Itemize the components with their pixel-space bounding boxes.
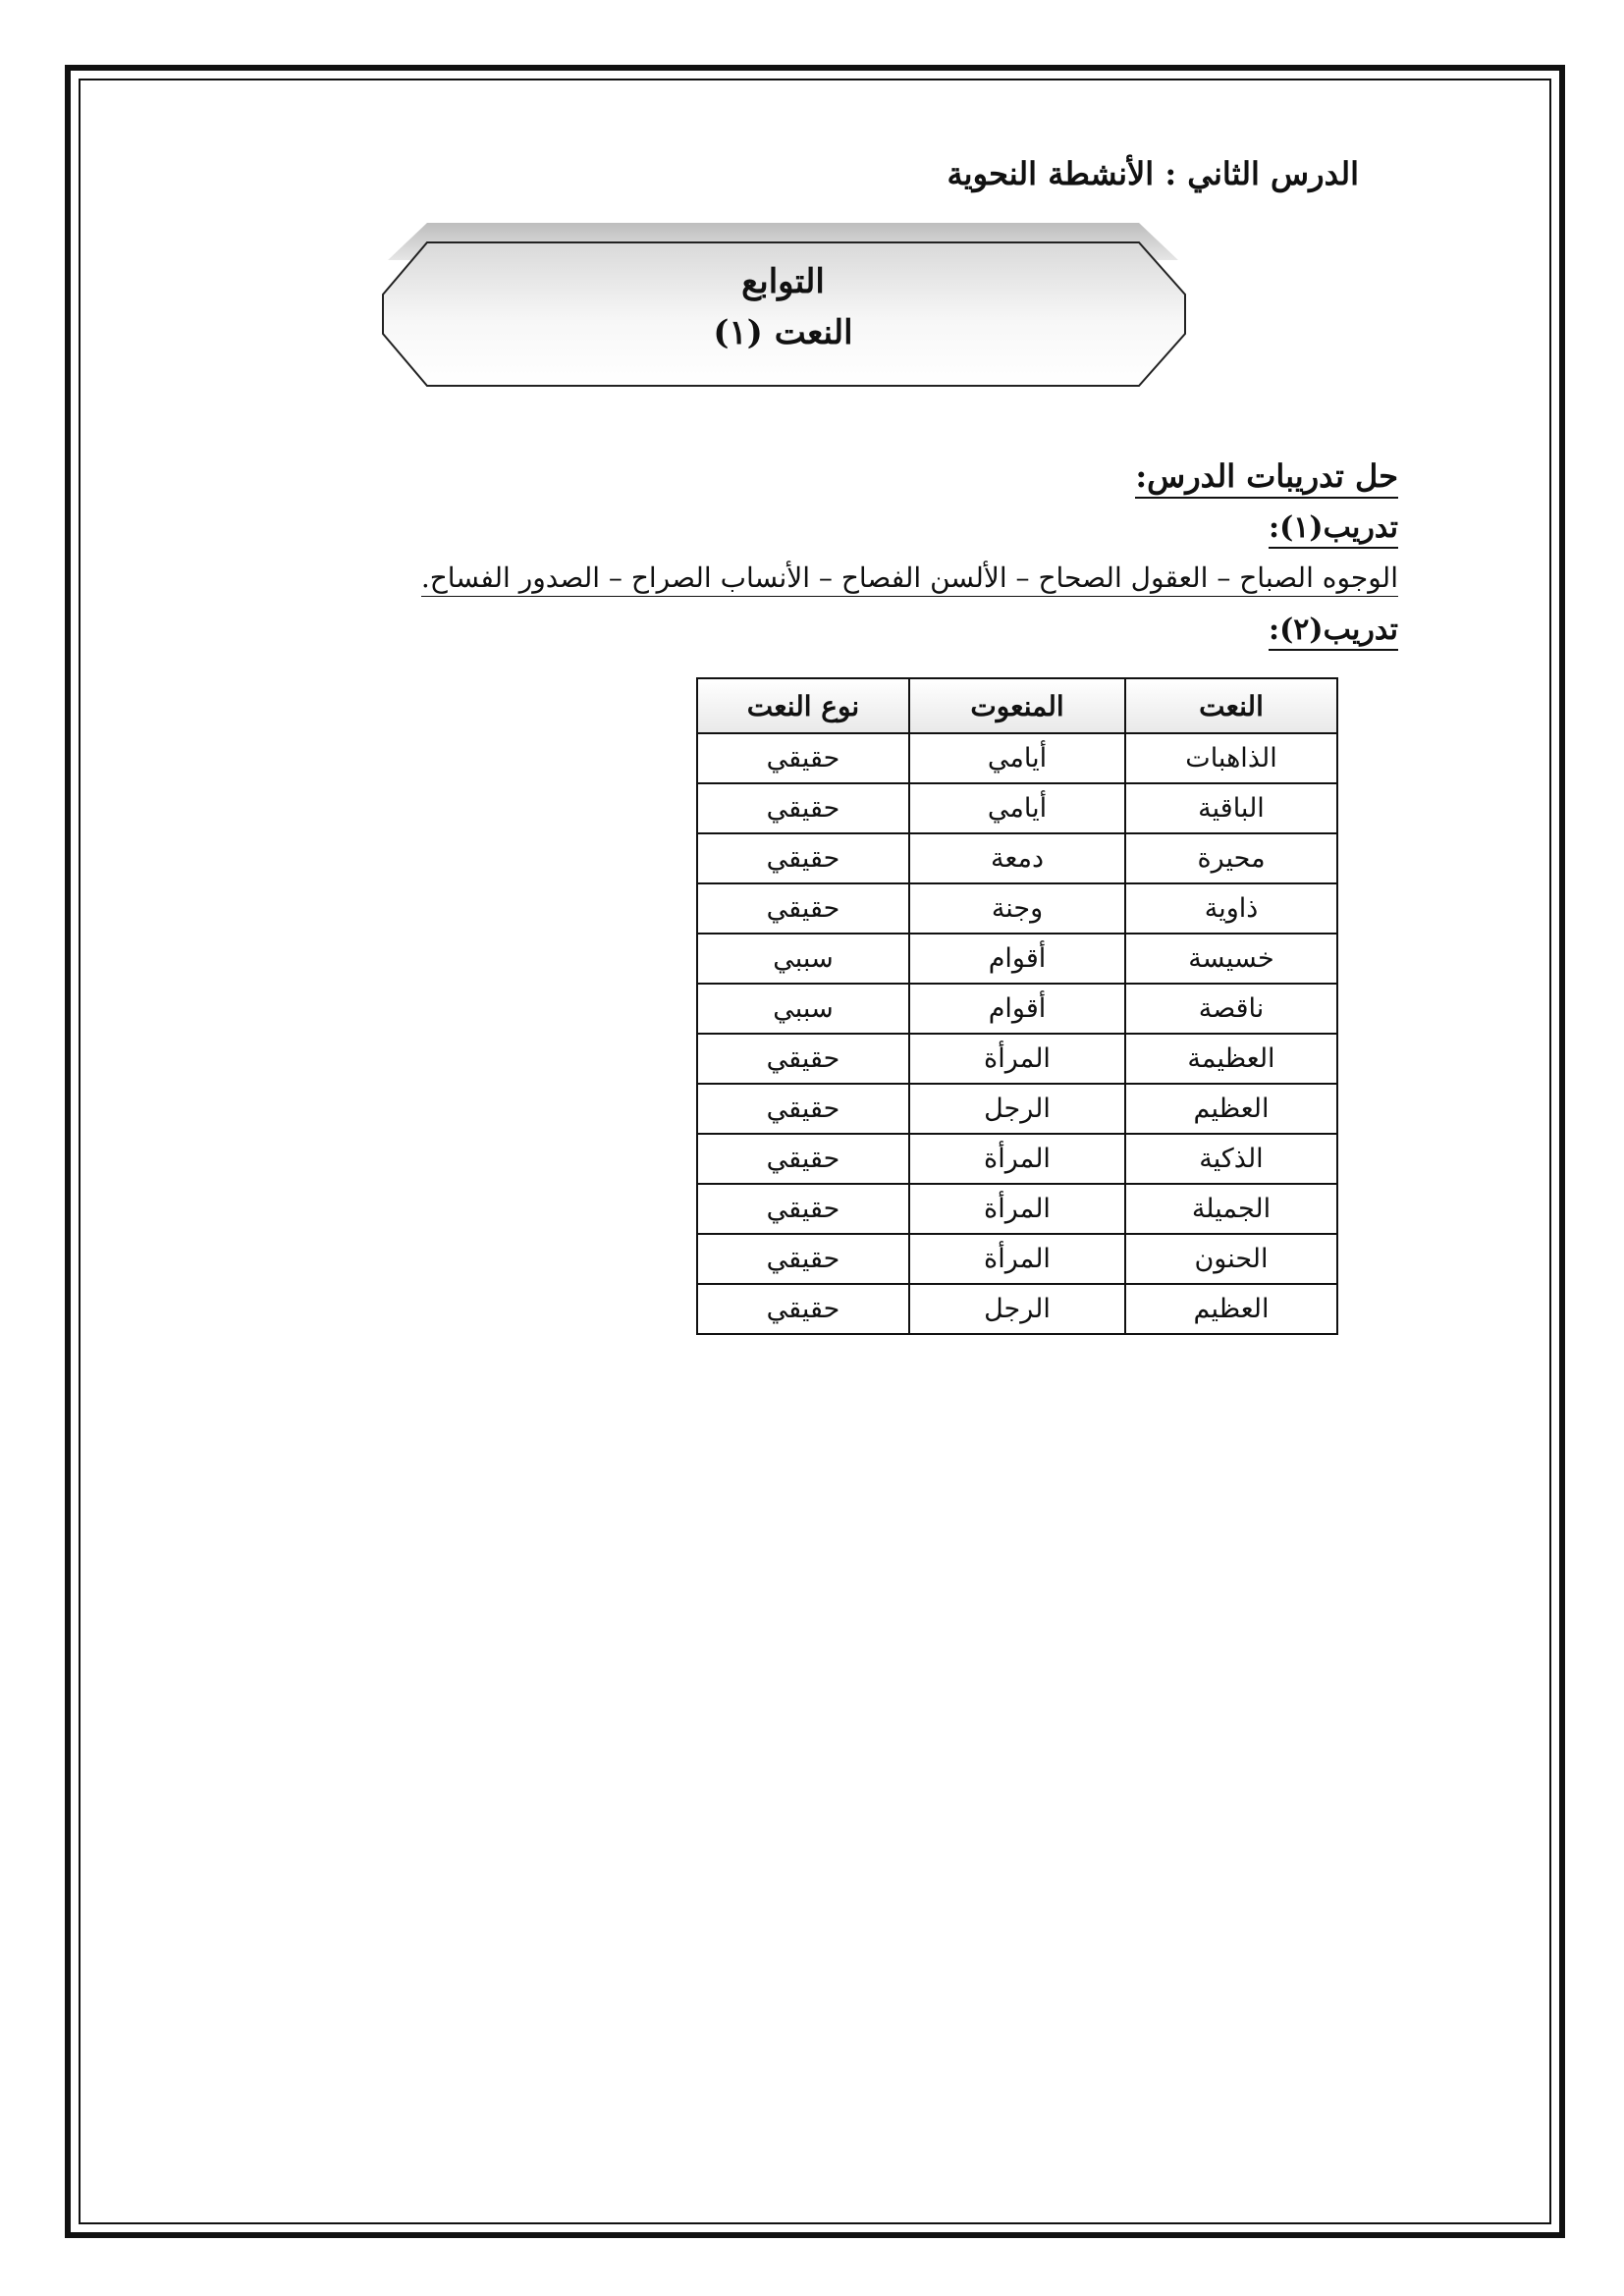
cell-man3ut: المرأة <box>909 1184 1125 1234</box>
title-banner-shape <box>378 221 1188 388</box>
cell-na3t: العظيم <box>1125 1284 1337 1334</box>
cell-man3ut: أقوام <box>909 984 1125 1034</box>
cell-man3ut: أيامي <box>909 783 1125 833</box>
table-row <box>697 934 1337 984</box>
cell-na3t: العظيم <box>1125 1084 1337 1134</box>
cell-type: حقيقي <box>697 1184 909 1234</box>
table-row <box>697 984 1337 1034</box>
cell-type: حقيقي <box>697 1234 909 1284</box>
cell-man3ut: أقوام <box>909 934 1125 984</box>
table-row <box>697 1234 1337 1284</box>
cell-na3t: العظيمة <box>1125 1034 1337 1084</box>
cell-type: حقيقي <box>697 1134 909 1184</box>
cell-man3ut: أيامي <box>909 733 1125 783</box>
table-row <box>697 833 1337 883</box>
cell-type: سببي <box>697 984 909 1034</box>
title-banner <box>378 221 1188 388</box>
table-row <box>697 1284 1337 1334</box>
cell-type: حقيقي <box>697 733 909 783</box>
table-row <box>697 1034 1337 1084</box>
cell-man3ut: المرأة <box>909 1034 1125 1084</box>
cell-man3ut: المرأة <box>909 1134 1125 1184</box>
table-row <box>697 783 1337 833</box>
cell-na3t: خسيسة <box>1125 934 1337 984</box>
cell-na3t: ناقصة <box>1125 984 1337 1034</box>
header-man3ut: المنعوت <box>909 678 1125 733</box>
exercise-2-table <box>698 677 1338 1335</box>
cell-na3t: الحنون <box>1125 1234 1337 1284</box>
table-row <box>697 883 1337 934</box>
exercise-1-answer: الوجوه الصباح – العقول الصحاح – الألسن الفصاح – الأنساب الصراح – الصدور الفساح. <box>421 561 1398 597</box>
cell-type: حقيقي <box>697 833 909 883</box>
table-header-row <box>697 678 1337 733</box>
solutions-heading: حل تدريبات الدرس: <box>1135 457 1398 499</box>
table-row <box>697 1134 1337 1184</box>
adjective-table <box>696 677 1338 1335</box>
exercise-1-label: تدريب(١): <box>1269 510 1398 549</box>
cell-man3ut: الرجل <box>909 1284 1125 1334</box>
table-row <box>697 733 1337 783</box>
cell-man3ut: الرجل <box>909 1084 1125 1134</box>
table-row <box>697 1184 1337 1234</box>
cell-na3t: الذكية <box>1125 1134 1337 1184</box>
cell-type: حقيقي <box>697 1034 909 1084</box>
cell-type: حقيقي <box>697 783 909 833</box>
cell-man3ut: وجنة <box>909 883 1125 934</box>
cell-type: حقيقي <box>697 883 909 934</box>
cell-na3t: الذاهبات <box>1125 733 1337 783</box>
cell-man3ut: المرأة <box>909 1234 1125 1284</box>
cell-type: حقيقي <box>697 1284 909 1334</box>
title-line-1: التوابع <box>741 262 825 301</box>
cell-na3t: ذاوية <box>1125 883 1337 934</box>
header-na3t: النعت <box>1125 678 1337 733</box>
cell-na3t: الجميلة <box>1125 1184 1337 1234</box>
cell-man3ut: دمعة <box>909 833 1125 883</box>
exercise-2-label: تدريب(٢): <box>1269 613 1398 651</box>
cell-na3t: الباقية <box>1125 783 1337 833</box>
lesson-title: الدرس الثاني : الأنشطة النحوية <box>947 155 1359 192</box>
cell-na3t: محيرة <box>1125 833 1337 883</box>
title-line-2: النعت (١) <box>713 313 853 352</box>
cell-type: سببي <box>697 934 909 984</box>
cell-type: حقيقي <box>697 1084 909 1134</box>
table-row <box>697 1084 1337 1134</box>
header-type: نوع النعت <box>697 678 909 733</box>
